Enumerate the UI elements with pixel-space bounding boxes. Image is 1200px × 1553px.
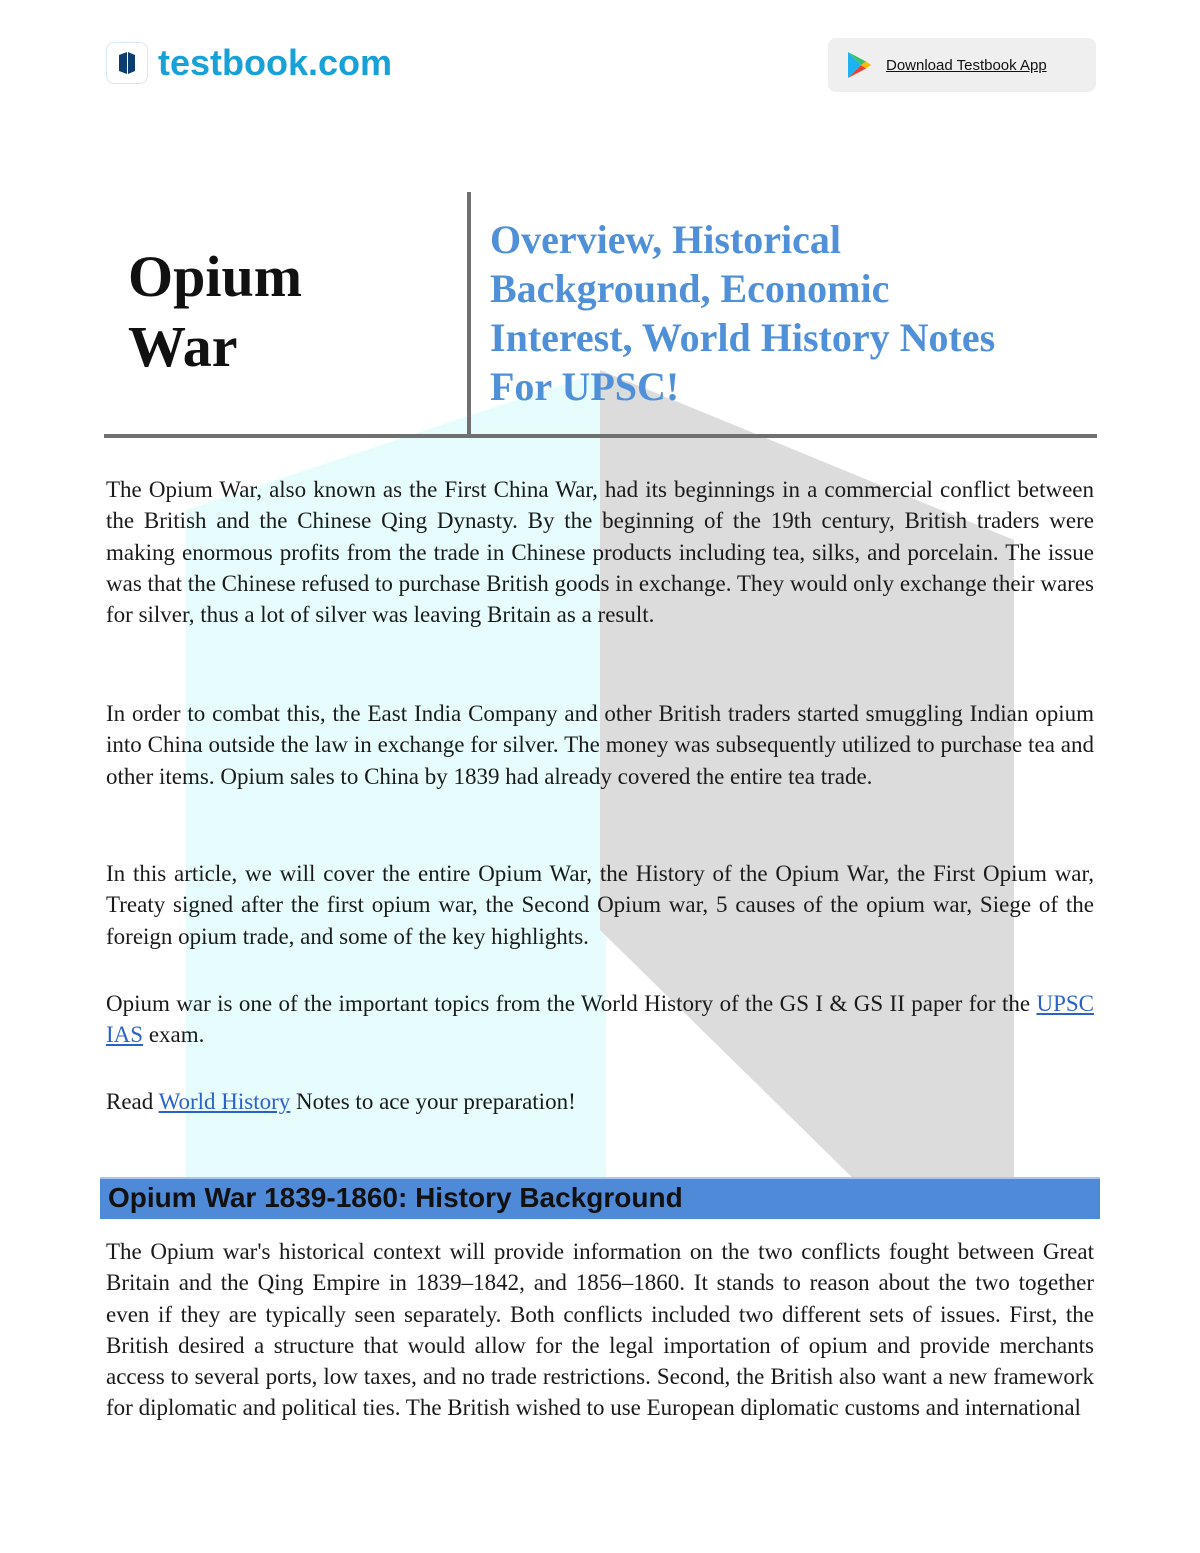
section-heading-bar bbox=[100, 1177, 1100, 1219]
subtitle-line: Overview, Historical bbox=[490, 217, 842, 262]
world-history-link[interactable]: World History bbox=[158, 1089, 291, 1114]
smuggling-paragraph: In order to combat this, the East India Company and other British traders started smuggling Indian opium into China outside the law in exchange for silver. The money was subsequently utilized to purchase tea and other items. Opium sales to China by 1839 had already covered the entire tea trade. bbox=[106, 701, 1094, 789]
upsc-paragraph-text: Opium war is one of the important topics from the World History of the GS I & GS II paper for the bbox=[106, 991, 1037, 1016]
page-title bbox=[128, 242, 448, 382]
upsc-paragraph bbox=[106, 988, 1094, 1051]
title-rule bbox=[104, 434, 1097, 438]
history-background-paragraph: The Opium war's historical context will provide information on the two conflicts fought between Great Britain and the Qing Empire in 1839–1842, and 1856–1860. It stands to reason about the two together even if they are typically seen separately. Both conflicts included two different sets of issues. First, the British desired a structure that would allow for the legal importation of opium and provide merchants access to several ports, low taxes, and no trade restrictions. Second, the British also want a new framework for diplomatic and political ties. The British wished to use European diplomatic customs and international bbox=[106, 1239, 1094, 1421]
read-notes-text: Read bbox=[106, 1089, 159, 1114]
logo-text: testbook.com bbox=[158, 42, 393, 83]
upsc-ias-link[interactable]: UPSC IAS bbox=[106, 991, 1094, 1048]
upsc-paragraph-end: exam. bbox=[143, 1022, 205, 1048]
read-notes-end: Notes to ace your preparation! bbox=[290, 1089, 576, 1114]
page-title-line-2: War bbox=[128, 314, 238, 379]
section-heading: Opium War 1839-1860: History Background bbox=[108, 1182, 683, 1213]
testbook-logo-icon bbox=[106, 42, 148, 84]
page-title-line-1: Opium bbox=[128, 244, 303, 309]
download-app-label: Download Testbook App bbox=[886, 56, 1047, 74]
read-notes-paragraph bbox=[106, 1086, 1094, 1117]
title-divider bbox=[467, 192, 471, 434]
subtitle-line: For UPSC! bbox=[490, 364, 680, 409]
subtitle-line: Background, Economic bbox=[490, 266, 890, 311]
google-play-icon bbox=[846, 51, 872, 79]
intro-paragraph: The Opium War, also known as the First China War, had its beginnings in a commercial conflict between the British and the Chinese Qing Dynasty. By the beginning of the 19th century, British traders were making enormous profits from the trade in Chinese products including tea, silks, and porcelain. The issue was that the Chinese refused to purchase British goods in exchange. They would only exchange their wares for silver, thus a lot of silver was leaving Britain as a result. bbox=[106, 477, 1094, 628]
article-scope-paragraph: In this article, we will cover the entire Opium War, the History of the Opium War, the First Opium war, Treaty signed after the first opium war, the Second Opium war, 5 causes of the opium war, Siege of the foreign opium trade, and some of the key highlights. bbox=[106, 861, 1094, 949]
testbook-logo[interactable] bbox=[106, 42, 392, 84]
download-app-button[interactable] bbox=[828, 38, 1096, 92]
subtitle-line: Interest, World History Notes bbox=[490, 315, 996, 360]
page-subtitle bbox=[490, 215, 1080, 411]
